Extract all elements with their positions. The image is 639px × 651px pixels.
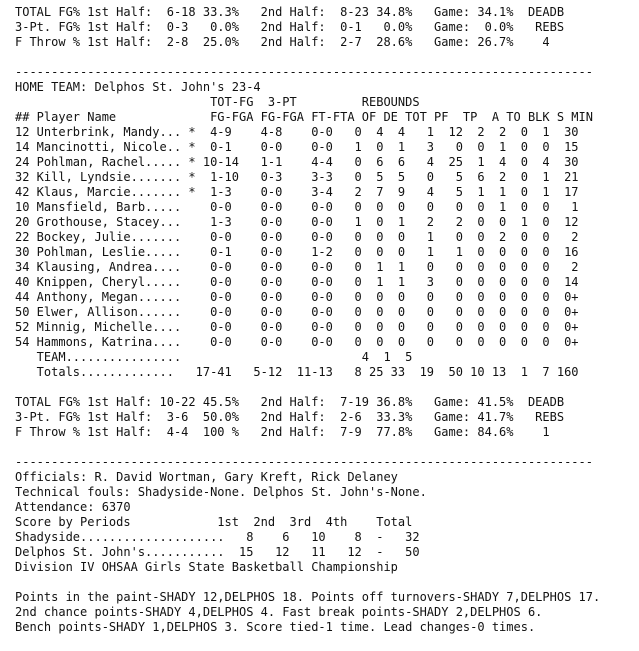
stat-group-header: TOT-FG 3-PT REBOUNDS	[15, 95, 420, 109]
away-ft-summary-line: F Throw % 1st Half: 2-8 25.0% 2nd Half: 2-7 28.6% Game: 26.7% 4	[15, 35, 550, 49]
stat-column-header: ## Player Name FG-FGA FG-FGA FT-FTA OF DE TOT PF TP A TO BLK S MIN	[15, 110, 593, 124]
player-row: 20 Grothouse, Stacey... 1-3 0-0 0-0 1 0 1 2 2 0 0 1 0 12	[15, 215, 579, 229]
team-rebounds-row: TEAM................ 4 1 5	[15, 350, 413, 364]
player-row: 14 Mancinotti, Nicole.. * 0-1 0-0 0-0 1 0 1 3 0 0 1 0 0 15	[15, 140, 579, 154]
player-row: 40 Knippen, Cheryl..... 0-0 0-0 0-0 0 1 1 3 0 0 0 0 0 14	[15, 275, 579, 289]
away-3pt-summary-line: 3-Pt. FG% 1st Half: 0-3 0.0% 2nd Half: 0-1 0.0% Game: 0.0% REBS	[15, 20, 565, 34]
score-row-delphos: Delphos St. John's........... 15 12 11 12 - 50	[15, 545, 420, 559]
notes-line: Points in the paint-SHADY 12,DELPHOS 18. Points off turnovers-SHADY 7,DELPHOS 17.	[15, 590, 601, 604]
notes-line: 2nd chance points-SHADY 4,DELPHOS 4. Fast break points-SHADY 2,DELPHOS 6.	[15, 605, 543, 619]
player-row: 30 Pohlman, Leslie..... 0-1 0-0 1-2 0 0 0 1 1 0 0 0 0 16	[15, 245, 579, 259]
home-team-title: HOME TEAM: Delphos St. John's 23-4	[15, 80, 261, 94]
player-row: 42 Klaus, Marcie....... * 1-3 0-0 3-4 2 7 9 4 5 1 1 0 1 17	[15, 185, 579, 199]
totals-row: Totals............. 17-41 5-12 11-13 8 25 33 19 50 10 13 1 7 160	[15, 365, 579, 379]
technical-fouls-line: Technical fouls: Shadyside-None. Delphos St. John's-None.	[15, 485, 427, 499]
player-row: 22 Bockey, Julie....... 0-0 0-0 0-0 0 0 0 1 0 0 2 0 0 2	[15, 230, 579, 244]
attendance-line: Attendance: 6370	[15, 500, 131, 514]
player-row: 44 Anthony, Megan...... 0-0 0-0 0-0 0 0 0 0 0 0 0 0 0 0+	[15, 290, 579, 304]
notes-line: Bench points-SHADY 1,DELPHOS 3. Score tied-1 time. Lead changes-0 times.	[15, 620, 536, 634]
player-row: 34 Klausing, Andrea.... 0-0 0-0 0-0 0 1 1 0 0 0 0 0 0 2	[15, 260, 579, 274]
player-row: 50 Elwer, Allison...... 0-0 0-0 0-0 0 0 0 0 0 0 0 0 0 0+	[15, 305, 579, 319]
home-fg-summary-line: TOTAL FG% 1st Half: 10-22 45.5% 2nd Half: 7-19 36.8% Game: 41.5% DEADB	[15, 395, 565, 409]
player-row: 12 Unterbrink, Mandy... * 4-9 4-8 0-0 0 4 4 1 12 2 2 0 1 30	[15, 125, 579, 139]
home-ft-summary-line: F Throw % 1st Half: 4-4 100 % 2nd Half: 7-9 77.8% Game: 84.6% 1	[15, 425, 550, 439]
player-row: 54 Hammons, Katrina.... 0-0 0-0 0-0 0 0 0 0 0 0 0 0 0 0+	[15, 335, 579, 349]
player-row: 24 Pohlman, Rachel..... * 10-14 1-1 4-4 0 6 6 4 25 1 4 0 4 30	[15, 155, 579, 169]
home-3pt-summary-line: 3-Pt. FG% 1st Half: 3-6 50.0% 2nd Half: 2-6 33.3% Game: 41.7% REBS	[15, 410, 565, 424]
officials-line: Officials: R. David Wortman, Gary Kreft, Rick Delaney	[15, 470, 398, 484]
player-row: 52 Minnig, Michelle.... 0-0 0-0 0-0 0 0 0 0 0 0 0 0 0 0+	[15, 320, 579, 334]
player-row: 32 Kill, Lyndsie....... * 1-10 0-3 3-3 0 5 5 0 5 6 2 0 1 21	[15, 170, 579, 184]
championship-line: Division IV OHSAA Girls State Basketball Championship	[15, 560, 398, 574]
player-row: 10 Mansfield, Barb..... 0-0 0-0 0-0 0 0 0 0 0 0 1 0 0 1	[15, 200, 579, 214]
separator-line: --------------------------------------------------------------------------------	[15, 455, 593, 469]
away-fg-summary-line: TOTAL FG% 1st Half: 6-18 33.3% 2nd Half: 8-23 34.8% Game: 34.1% DEADB	[15, 5, 565, 19]
score-by-periods-header: Score by Periods 1st 2nd 3rd 4th Total	[15, 515, 413, 529]
separator-line: --------------------------------------------------------------------------------	[15, 65, 593, 79]
score-row-shadyside: Shadyside.................... 8 6 10 8 - 32	[15, 530, 420, 544]
